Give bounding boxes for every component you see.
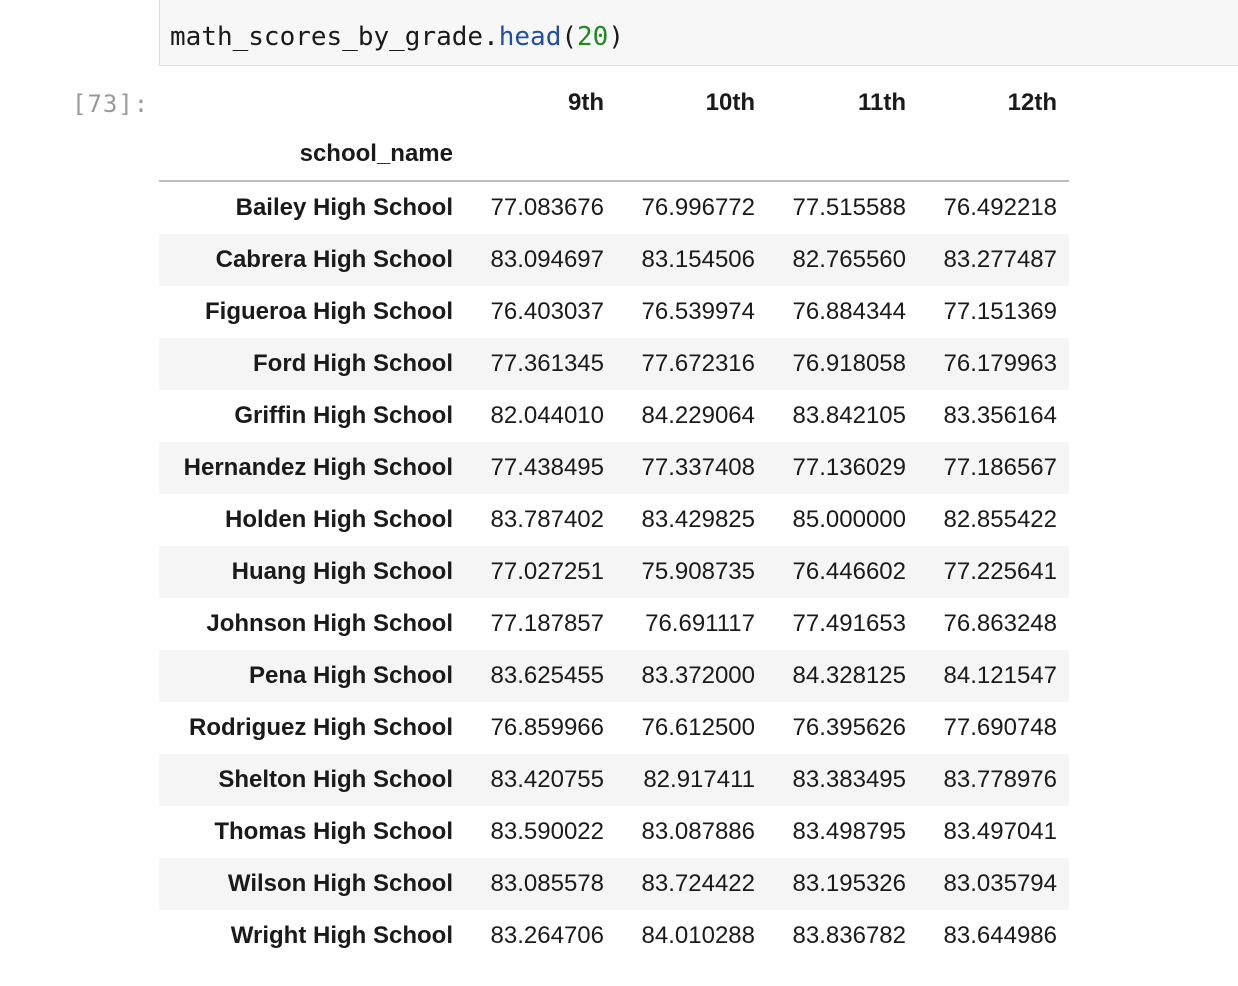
row-index-label: Griffin High School [234,402,453,429]
table-cell: 77.186567 [943,454,1057,481]
row-index-label: Figueroa High School [204,298,453,325]
row-index-label: Thomas High School [214,818,453,845]
row-index-label: Holden High School [225,506,453,533]
table-row [159,390,1069,442]
table-cell: 77.361345 [490,350,604,377]
row-index-label: Shelton High School [218,766,453,793]
table-row [159,754,1069,806]
row-index-label: Wilson High School [227,870,453,897]
table-cell: 83.842105 [792,402,906,429]
table-cell: 83.836782 [792,922,906,949]
table-cell: 83.429825 [641,506,755,533]
dataframe-table [159,78,1069,962]
table-cell: 83.383495 [792,766,906,793]
table-cell: 77.337408 [641,454,755,481]
table-cell: 83.035794 [943,870,1057,897]
table-row [159,910,1069,962]
table-cell: 83.497041 [943,818,1057,845]
output-prompt: [73]: [72,90,150,118]
code-method: head [498,22,562,52]
code-line[interactable] [170,20,624,54]
table-cell: 83.420755 [490,766,604,793]
table-cell: 76.863248 [943,610,1057,637]
code-cell-input[interactable] [159,0,1238,66]
code-open-paren: ( [561,22,578,52]
table-cell: 77.515588 [792,194,906,221]
index-corner [159,78,465,128]
table-cell: 77.672316 [641,350,755,377]
row-index-label: Johnson High School [206,610,453,637]
table-cell: 76.403037 [490,298,604,325]
table-cell: 83.778976 [943,766,1057,793]
row-index-label: Rodriguez High School [189,714,453,741]
table-cell: 84.328125 [792,662,906,689]
table-cell: 77.151369 [943,298,1057,325]
table-cell: 82.855422 [943,506,1057,533]
table-cell: 76.179963 [943,350,1057,377]
table-row [159,546,1069,598]
row-index-label: Ford High School [253,350,453,377]
index-name: school_name [159,128,465,181]
row-index-label: Bailey High School [235,194,453,221]
table-row [159,806,1069,858]
table-cell: 76.996772 [641,194,755,221]
table-cell: 83.277487 [943,246,1057,273]
table-cell: 83.085578 [490,870,604,897]
table-cell: 83.724422 [641,870,755,897]
table-cell: 82.765560 [792,246,906,273]
table-row [159,338,1069,390]
table-cell: 84.010288 [641,922,755,949]
table-cell: 77.136029 [792,454,906,481]
table-cell: 83.195326 [792,870,906,897]
table-row [159,442,1069,494]
table-cell: 76.612500 [641,714,755,741]
table-row [159,494,1069,546]
table-cell: 76.446602 [792,558,906,585]
table-cell: 76.395626 [792,714,906,741]
code-argument: 20 [577,22,609,52]
table-cell: 83.264706 [490,922,604,949]
table-cell: 84.121547 [943,662,1057,689]
table-cell: 83.787402 [490,506,604,533]
table-row [159,650,1069,702]
row-index-label: Huang High School [231,558,453,585]
table-cell: 83.498795 [792,818,906,845]
table-cell: 76.492218 [943,194,1057,221]
code-close-paren: ) [608,22,624,52]
table-cell: 83.590022 [490,818,604,845]
table-cell: 77.438495 [490,454,604,481]
table-row [159,181,1069,234]
column-header: 9th [568,89,604,116]
table-row [159,234,1069,286]
row-index-label: Cabrera High School [215,246,453,273]
table-cell: 76.691117 [645,610,755,637]
index-name-row [159,128,1069,181]
table-cell: 77.491653 [792,610,906,637]
table-cell: 83.094697 [490,246,604,273]
table-cell: 83.087886 [641,818,755,845]
table-row [159,286,1069,338]
table-row [159,702,1069,754]
table-cell: 83.154506 [641,246,755,273]
table-row [159,598,1069,650]
table-cell: 85.000000 [792,506,906,533]
table-cell: 76.918058 [792,350,906,377]
table-cell: 77.690748 [943,714,1057,741]
row-index-label: Wright High School [230,922,453,949]
table-cell: 83.625455 [490,662,604,689]
code-dot: . [483,22,499,52]
table-cell: 76.859966 [490,714,604,741]
column-header-row [159,78,1069,128]
table-cell: 77.187857 [490,610,604,637]
row-index-label: Hernandez High School [183,454,453,481]
table-cell: 76.884344 [792,298,906,325]
table-cell: 83.356164 [943,402,1057,429]
code-object: math_scores_by_grade [170,22,484,52]
table-cell: 75.908735 [641,558,755,585]
table-cell: 76.539974 [641,298,755,325]
table-cell: 77.083676 [490,194,604,221]
column-header: 10th [705,89,755,116]
table-cell: 77.027251 [490,558,604,585]
table-cell: 82.044010 [490,402,604,429]
table-cell: 83.644986 [943,922,1057,949]
column-header: 12th [1007,89,1057,116]
column-header: 11th [857,89,906,116]
table-cell: 83.372000 [641,662,755,689]
table-row [159,858,1069,910]
table-cell: 84.229064 [641,402,755,429]
row-index-label: Pena High School [248,662,453,689]
table-cell: 82.917411 [643,766,755,793]
table-cell: 77.225641 [943,558,1057,585]
